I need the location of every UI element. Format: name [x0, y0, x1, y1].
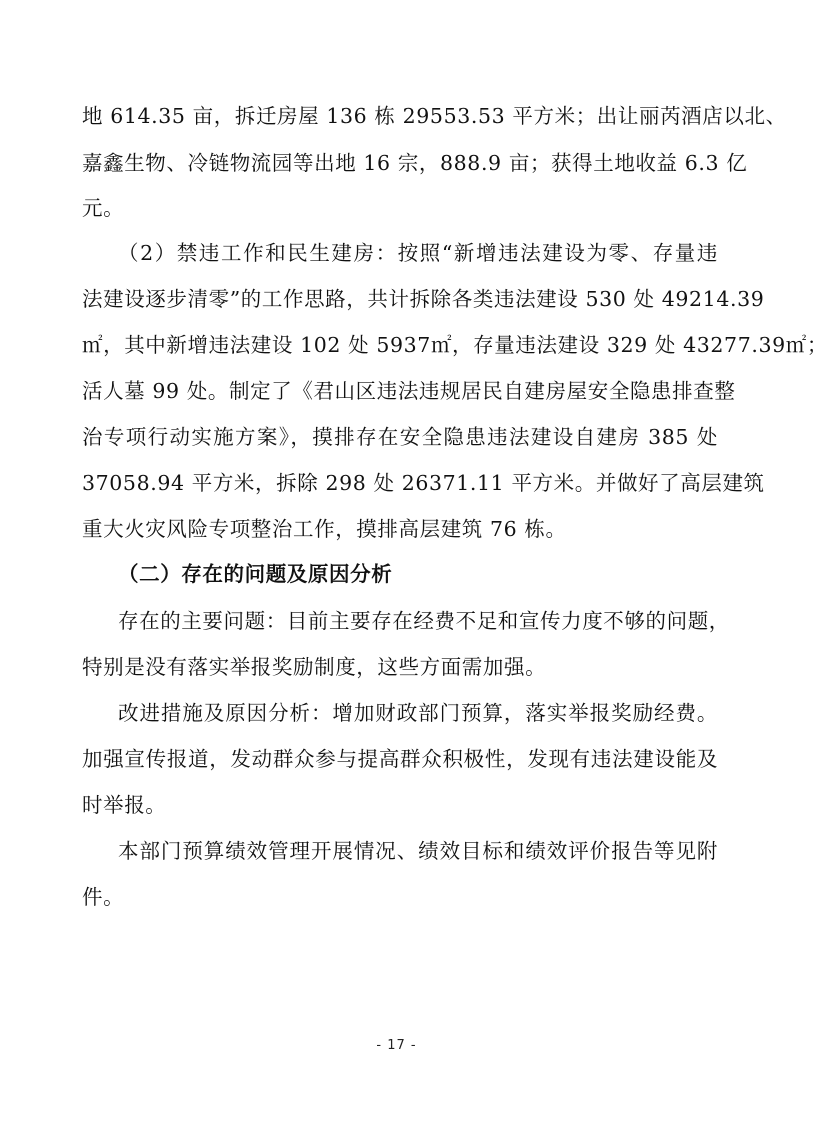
text-line: 法建设逐步清零”的工作思路，共计拆除各类违法建设 530 处 49214.39: [82, 287, 765, 311]
text-line: （2）禁违工作和民生建房：按照“新增违法建设为零、存量违: [118, 241, 718, 265]
text-line: 本部门预算绩效管理开展情况、绩效目标和绩效评价报告等见附: [118, 839, 718, 863]
text-line: 时举报。: [82, 793, 167, 817]
text-line: 元。: [82, 196, 125, 220]
text-line: 加强宣传报道，发动群众参与提高群众积极性，发现有违法建设能及: [82, 747, 718, 771]
text-line: 存在的主要问题：目前主要存在经费不足和宣传力度不够的问题，: [118, 609, 730, 633]
page-number: - 17 -: [376, 1038, 417, 1053]
text-line: ㎡，其中新增违法建设 102 处 5937㎡，存量违法建设 329 处 43277.39㎡；: [82, 333, 828, 357]
text-line: 重大火灾风险专项整治工作，摸排高层建筑 76 栋。: [82, 517, 567, 541]
text-line: 37058.94 平方米，拆除 298 处 26371.11 平方米。并做好了高层建筑: [82, 471, 765, 495]
text-line: 地 614.35 亩，拆迁房屋 136 栋 29553.53 平方米；出让丽芮酒店以北、: [82, 104, 787, 128]
text-line: 改进措施及原因分析：增加财政部门预算，落实举报奖励经费。: [118, 701, 718, 725]
text-line: 治专项行动实施方案》，摸排存在安全隐患违法建设自建房 385 处: [82, 425, 718, 449]
section-heading: （二）存在的问题及原因分析: [118, 562, 393, 586]
text-line: 特别是没有落实举报奖励制度，这些方面需加强。: [82, 655, 547, 679]
text-line: 活人墓 99 处。制定了《君山区违法违规居民自建房屋安全隐患排查整: [82, 379, 736, 403]
text-line: 嘉鑫生物、冷链物流园等出地 16 宗，888.9 亩；获得土地收益 6.3 亿: [82, 151, 748, 175]
text-line: 件。: [82, 885, 125, 909]
